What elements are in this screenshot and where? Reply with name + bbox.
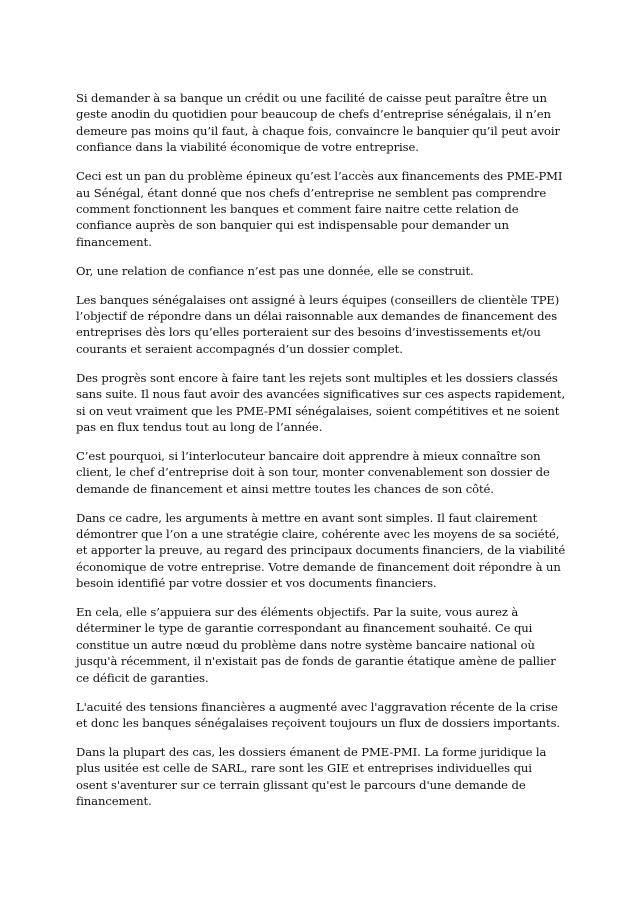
paragraph: Si demander à sa banque un crédit ou une facilité de caisse peut paraître être un geste anodin du quotidien pour beaucoup de chefs d’entreprise sénégalais, il n’en demeure pas moins qu’il faut, à chaque fois, convaincre le banquier qu’il peut avoir confiance dans la viabilité économique de votre entreprise. bbox=[76, 91, 560, 155]
paragraph: Des progrès sont encore à faire tant les rejets sont multiples et les dossiers classés sans suite. Il nous faut avoir des avancées significatives sur ces aspects rapidement, si on veut vraiment que les PME-PMI sénégalaises, soient compétitives et ne soient pas en flux tendus tout au long de l’année. bbox=[76, 370, 566, 434]
paragraph: Dans ce cadre, les arguments à mettre en avant sont simples. Il faut clairement démontrer que l’on a une stratégie claire, cohérente avec les moyens de sa société, et apporter la preuve, au regard des principaux documents financiers, de la viabilité économique de votre entreprise. Votre demande de financement doit répondre à un besoin identifié par votre dossier et vos documents financiers. bbox=[76, 510, 566, 591]
paragraph: Dans la plupart des cas, les dossiers émanent de PME-PMI. La forme juridique la plus usitée est celle de SARL, rare sont les GIE et entreprises individuelles qui osent s'aventurer sur ce terrain glissant qu'est le parcours d'une demande de financement. bbox=[76, 744, 547, 809]
paragraph: Ceci est un pan du problème épineux qu’est l’accès aux financements des PME-PMI au Sénégal, étant donné que nos chefs d’entreprise ne semblent pas comprendre comment fonctionnent les banques et comment faire naitre cette relation de confiance auprès de son banquier qui est indispensable pour demander un financement. bbox=[76, 169, 563, 249]
paragraph: Or, une relation de confiance n’est pas une donnée, elle se construit. bbox=[76, 263, 474, 278]
paragraph: C’est pourquoi, si l’interlocuteur bancaire doit apprendre à mieux connaître son client, le chef d’entreprise doit à son tour, monter convenablement son dossier de demande de financement et ainsi mettre toutes les chances de son côté. bbox=[76, 448, 550, 496]
paragraph: Les banques sénégalaises ont assigné à leurs équipes (conseillers de clientèle TPE) l’objectif de répondre dans un délai raisonnable aux demandes de financement des entreprises dès lors qu’elles porteraient sur des besoins d’investissements et/ou courants et seraient accompagnés d’un dossier complet. bbox=[76, 292, 560, 356]
paragraph: En cela, elle s’appuiera sur des éléments objectifs. Par la suite, vous aurez à déterminer le type de garantie correspondant au financement souhaité. Ce qui constitue un autre nœud du problème dans notre système bancaire national où jusqu'à récemment, il n'existait pas de fonds de garantie étatique amène de pallier ce déficit de garanties. bbox=[76, 605, 556, 685]
document-page bbox=[76, 90, 566, 822]
paragraph: L'acuité des tensions financières a augmenté avec l'aggravation récente de la crise et donc les banques sénégalaises reçoivent toujours un flux de dossiers importants. bbox=[76, 699, 561, 730]
